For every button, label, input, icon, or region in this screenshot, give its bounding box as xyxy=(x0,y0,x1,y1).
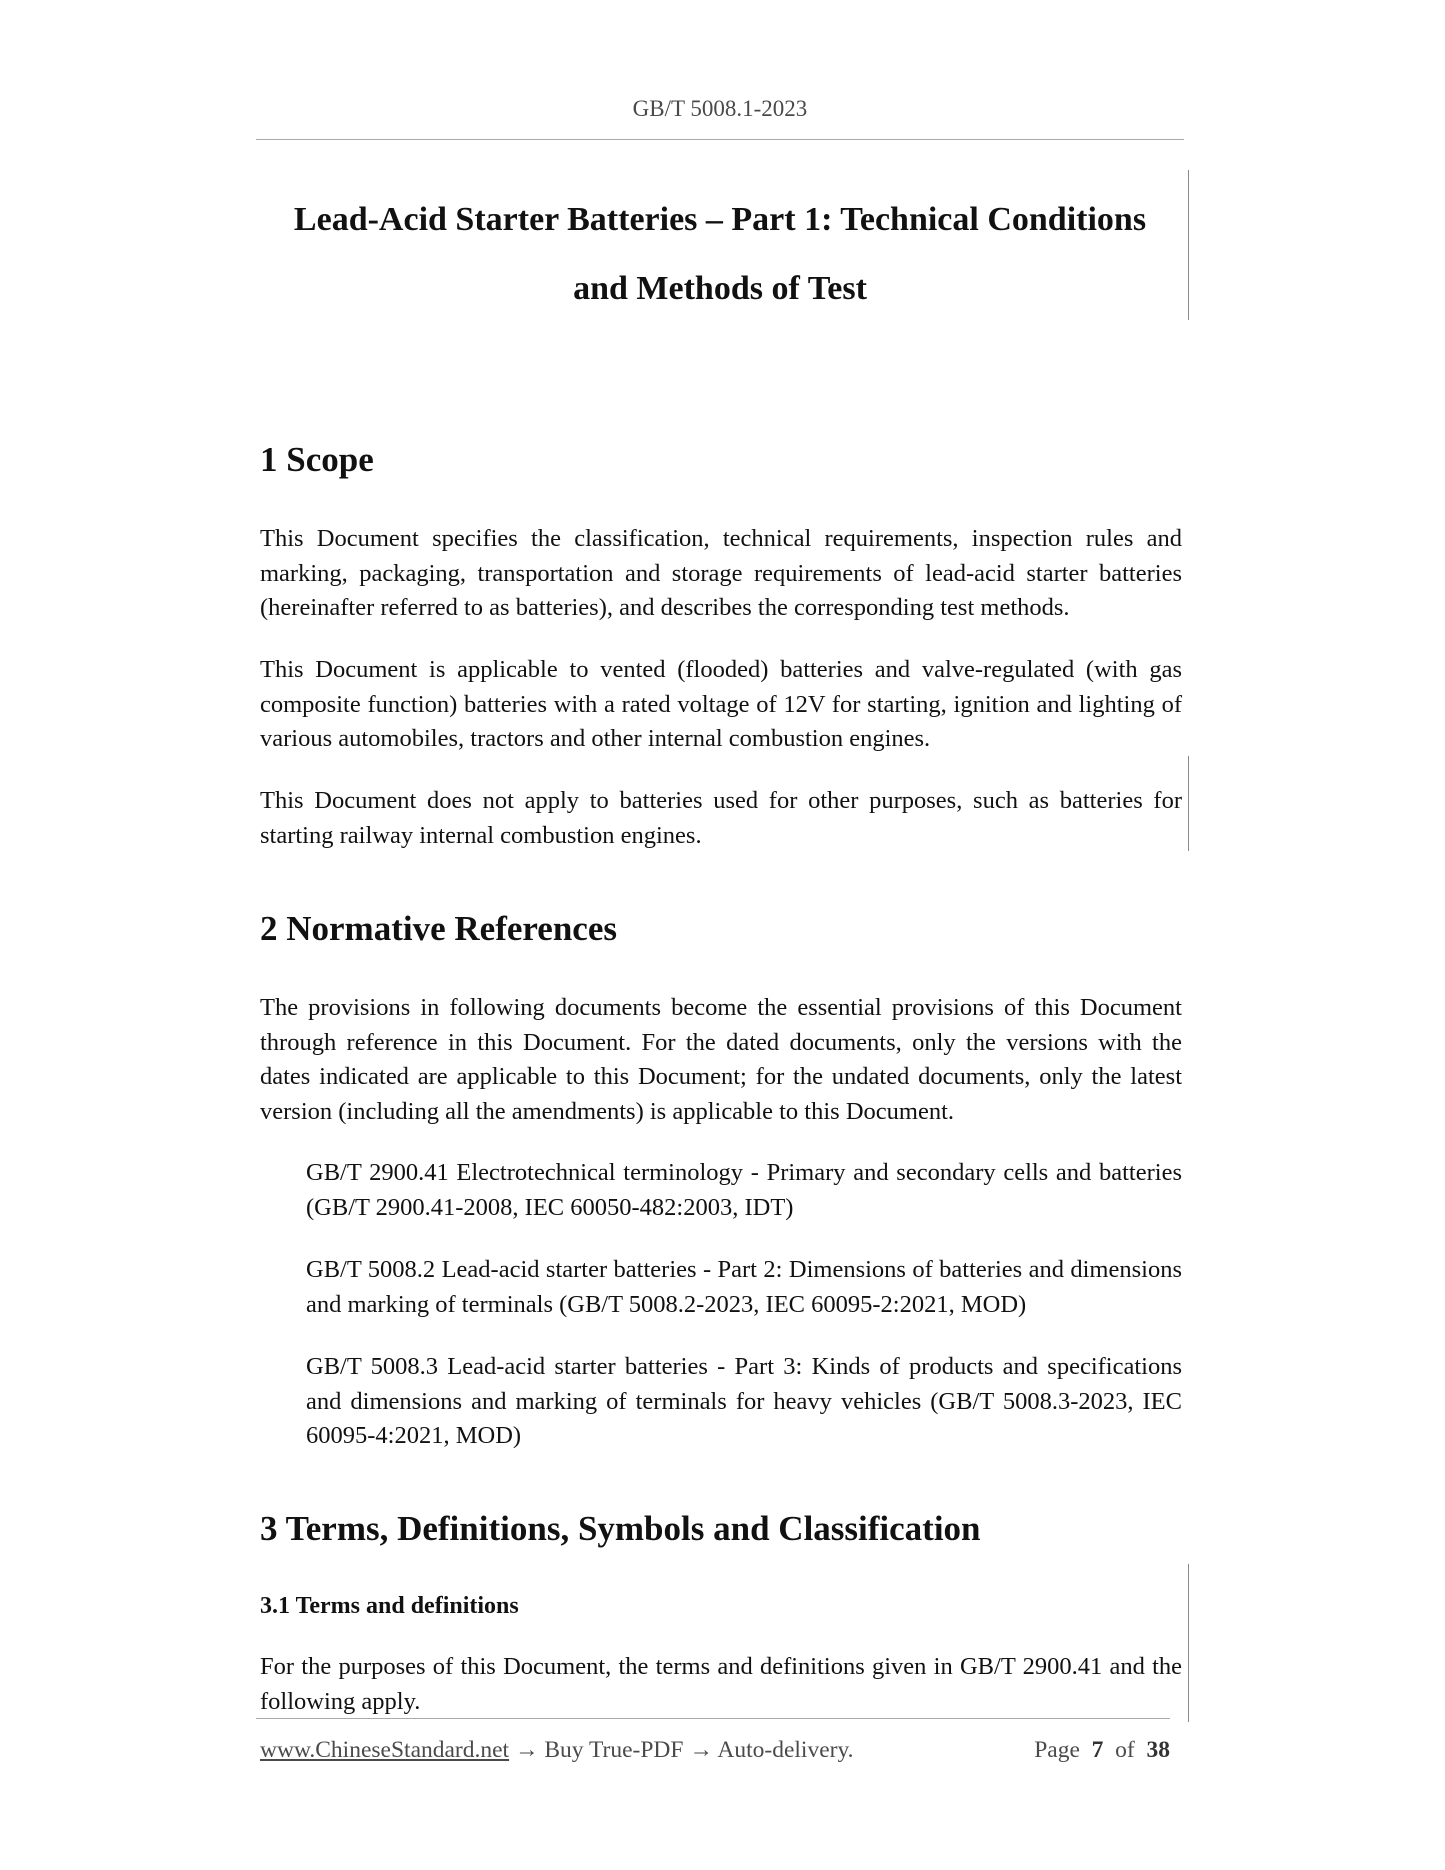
scope-paragraph: This Document specifies the classification, technical requirements, inspection rules and marking, packaging, transportation and storage requirements of lead-acid starter batteries (hereinafter referred to as batteries), and describes the corresponding test methods. xyxy=(260,525,1182,622)
header-divider xyxy=(256,139,1184,140)
section-heading-terms: 3 Terms, Definitions, Symbols and Classification xyxy=(260,1509,981,1548)
reference-item: GB/T 5008.3 Lead-acid starter batteries - Part 3: Kinds of products and specifications and dimensions and marking of terminals for heavy vehicles (GB/T 5008.3-2023, IEC 60095-4:2021, MOD) xyxy=(306,1353,1182,1450)
website-link[interactable]: www.ChineseStandard.net xyxy=(260,1737,510,1763)
revision-bar xyxy=(1188,756,1189,851)
revision-bar xyxy=(1188,1564,1189,1722)
running-header: GB/T 5008.1-2023 xyxy=(632,96,808,121)
promo-text: → Buy True-PDF → Auto-delivery. xyxy=(509,1737,854,1763)
document-title-line-1: Lead-Acid Starter Batteries – Part 1: Technical Conditions xyxy=(293,201,1147,238)
footer-promo xyxy=(260,1737,854,1764)
page-of-label: of xyxy=(1115,1737,1135,1763)
document-title-line-2: and Methods of Test xyxy=(573,270,867,307)
terms-paragraph: For the purposes of this Document, the terms and definitions given in GB/T 2900.41 and the following apply. xyxy=(260,1653,1182,1715)
scope-paragraph: This Document does not apply to batteries used for other purposes, such as batteries for starting railway internal combustion engines. xyxy=(260,787,1182,849)
page-label: Page xyxy=(1034,1737,1080,1763)
subsection-heading-terms-definitions: 3.1 Terms and definitions xyxy=(260,1593,519,1619)
scope-paragraph: This Document is applicable to vented (flooded) batteries and valve-regulated (with gas composite function) batteries with a rated voltage of 12V for starting, ignition and lighting of various automobiles, tractors and other internal combustion engines. xyxy=(260,656,1182,753)
revision-bar xyxy=(1188,170,1189,320)
document-title xyxy=(256,185,1184,323)
section-heading-scope: 1 Scope xyxy=(260,440,374,479)
footer-divider xyxy=(256,1718,1170,1719)
reference-item: GB/T 5008.2 Lead-acid starter batteries - Part 2: Dimensions of batteries and dimensions and marking of terminals (GB/T 5008.2-2023, IEC 60095-2:2021, MOD) xyxy=(306,1256,1182,1318)
normative-intro-paragraph: The provisions in following documents become the essential provisions of this Document through reference in this Document. For the dated documents, only the versions with the dates indicated are applicable to this Document; for the undated documents, only the latest version (including all the amendments) is applicable to this Document. xyxy=(260,994,1182,1125)
reference-item: GB/T 2900.41 Electrotechnical terminology - Primary and secondary cells and batteries (GB/T 2900.41-2008, IEC 60050-482:2003, IDT) xyxy=(306,1159,1182,1221)
page-total: 38 xyxy=(1146,1737,1170,1763)
page-current: 7 xyxy=(1091,1737,1104,1763)
section-heading-normative-references: 2 Normative References xyxy=(260,909,617,948)
page-number xyxy=(1034,1737,1170,1764)
